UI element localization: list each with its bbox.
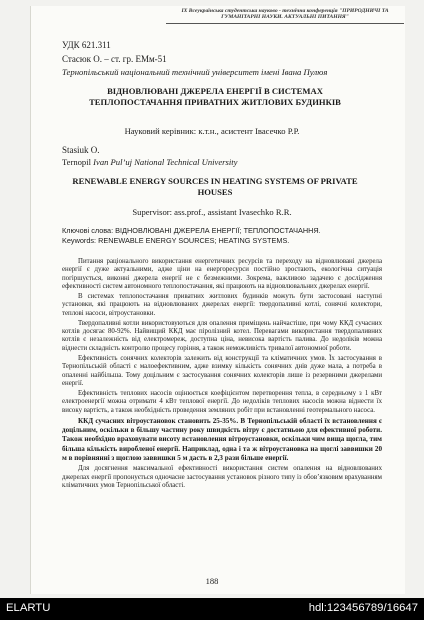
paragraph-4: Ефективність сонячних колекторів залежить від конструкції та кліматичних умов. Їх застосування в Тернопільській області є малоефективним, адже взимку кількість сонячних днів дуже мала, а потреба в опаленні найбільша. Тому доцільним є застосування сонячних колекторів лише із резервними джерелами енергії. [62,354,382,387]
university-en-prefix: Ternopil [62,157,94,167]
author-uk: Стасюк О. – ст. гр. ЕМм-51 [62,54,167,64]
author-en: Stasiuk O. [62,145,100,155]
supervisor-uk: Науковий керівник: к.т.н., асистент Івасечко Р.Р. [124,126,300,136]
title-uk: ВІДНОВЛЮВАНІ ДЖЕРЕЛА ЕНЕРГІЇ В СИСТЕМАХ ТЕПЛОПОСТАЧАННЯ ПРИВАТНИХ ЖИТЛОВИХ БУДИНКІВ [89,86,341,107]
university-en-name: Ivan Pul’uj National Technical University [93,157,238,167]
university-uk: Тернопільський національний технічний університет імені Івана Пулюя [62,67,328,77]
repository-footer-bar [0,598,424,620]
supervisor-en: Supervisor: ass.prof., assistant Ivasechko R.R. [132,207,292,217]
paragraph-conclusion: Для досягнення максимальної ефективності використання систем опалення на відновлюваних джерелах енергії пропонується одночасне застосування установок різного типу із обов’язковим врахуванням кліматичних умов Тернопільської області. [62,465,382,490]
university-en [62,157,237,167]
paragraph-2: В системах теплопостачання приватних житлових будинків можуть бути застосовані наступні установки, які працюють на відновлюваних джерелах енергії: твердопаливні котлі, сонячні колектори, теплові насоси, вітроустановки. [62,293,382,317]
title-en: RENEWABLE ENERGY SOURCES IN HEATING SYSTEMS OF PRIVATE HOUSES [72,176,358,197]
handle-link[interactable]: hdl:123456789/16647 [308,602,418,614]
paragraph-5: Ефективність теплових насосів оцінюється коефіцієнтом перетворення тепла, в середньому з 1 кВт електроенергії можна отримати 4 кВт теплової енергії. До недоліків теплових насосів можна віднести їх високу вартість, а також необхідність проведення земляних робіт при встановленні геотермального насоса. [62,389,382,414]
udk-code: УДК 621.311 [62,40,111,50]
page-number: 188 [205,576,219,586]
repository-name[interactable]: ELARTU [6,602,51,614]
keywords-uk: Ключові слова: ВІДНОВЛЮВАНІ ДЖЕРЕЛА ЕНЕРГІЇ; ТЕПЛОПОСТАЧАННЯ. [62,226,321,235]
conference-header: IX Всеукраїнська студентська науково - технічна конференція "ПРИРОДНИЧІ ТА ГУМАНІТАРНІ НАУКИ. АКТУАЛЬНІ ПИТАННЯ" [181,8,389,21]
article-body [62,258,382,492]
keywords-en: Keywords: RENEWABLE ENERGY SOURCES; HEATING SYSTEMS. [62,236,290,245]
header-rule [166,23,404,24]
paragraph-3: Твердопаливні котли використовуються для опалення приміщень найчастіше, при чому ККД сучасних котлів досягає 80-92%. Найвищий ККД має піролізний котел. Перевагами використання твердопаливних котлів є незалежність від електромереж, доступна ціна, невисока вартість палива. До недоліків можна віднести складність контролю процесу горіння, а також неможливість тривалої автономної роботи. [62,319,382,352]
keywords [62,226,382,246]
paragraph-wind: ККД сучасних вітроустановок становить 25-35%. В Тернопільській області їх встановлення є доцільним, оскільки в більшу частину року швидкість вітру є достатньою для ефективної роботи. Також необхідно враховувати висоту встановлення вітроустановки, оскільки чим вища щогла, тим більша кількість виробленої енергії. Наприклад, одна і та ж вітроустановка на щоглі заввишки 20 м в порівнянні з щоглою заввишки 5 м дасть в 2,3 рази більше енергії. [62,416,382,463]
paragraph-1: Питання раціонального використання енергетичних ресурсів та переходу на відновлювані джерела енергії є дуже актуальними, адже ціни на енергоресурси постійно зростають, екологічна ситуація погіршується, виконні джерела енергії не є безмежними. Зокрема, важливою задачею є дослідження ефективності систем автономного теплопостачання, які працюють на відновлювальних джерелах енергії. [62,258,382,291]
